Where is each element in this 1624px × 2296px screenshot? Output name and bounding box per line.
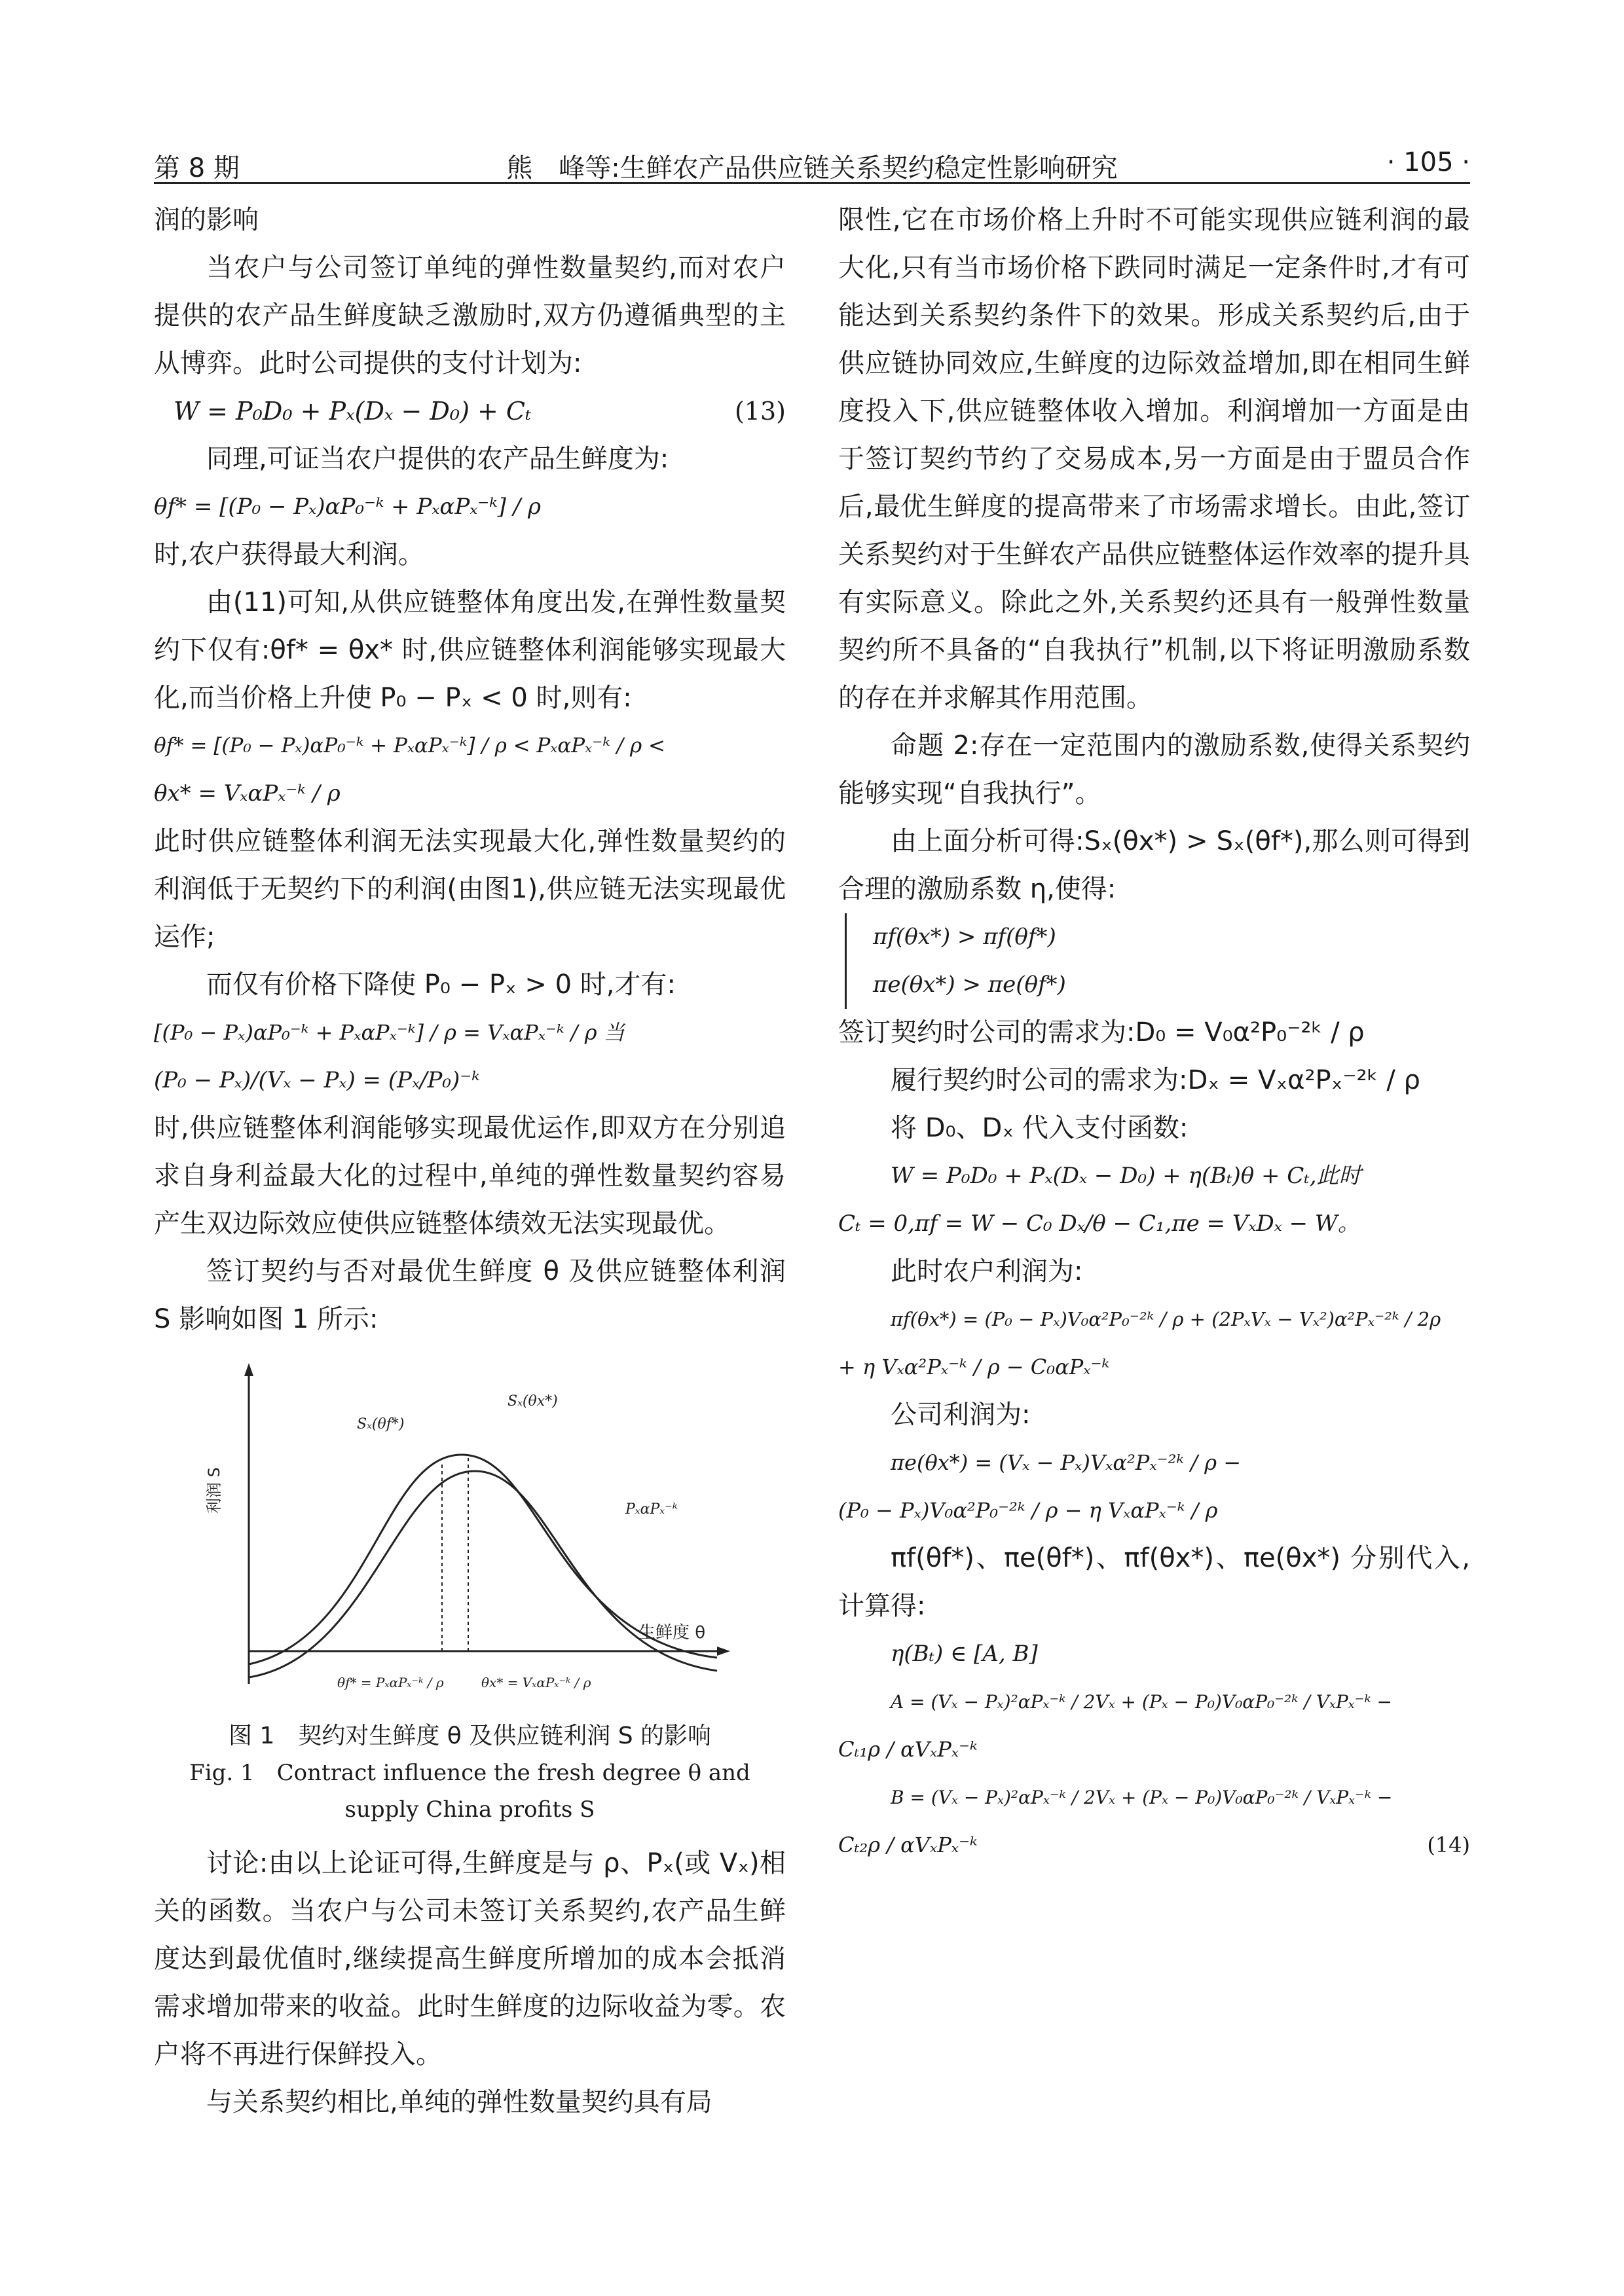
paragraph: 时,供应链整体利润能够实现最优运作,即双方在分别追求自身利益最大化的过程中,单纯的弹性数量契约容易产生双边际效应使供应链整体绩效无法实现最优。	[154, 1113, 786, 1239]
equation-body: A = (Vₓ − Pₓ)²αPₓ⁻ᵏ / 2Vₓ + (Pₓ − P₀)V₀αP₀⁻²ᵏ / VₓPₓ⁻ᵏ −	[891, 1691, 1393, 1713]
y-axis-label: 利润 S	[205, 1467, 223, 1514]
equation-body: W = P₀D₀ + Pₓ(Dₓ − D₀) + η(Bₜ)θ + Cₜ,此时	[891, 1163, 1361, 1189]
equation-body: πf(θx*) = (P₀ − Pₓ)V₀α²P₀⁻²ᵏ / ρ + (2PₓVₓ − Vₓ²)α²Pₓ⁻²ᵏ / 2ρ	[891, 1308, 1441, 1330]
paragraph: 将 D₀、Dₓ 代入支付函数:	[891, 1113, 1189, 1143]
equation-body: πe(θx*) = (Vₓ − Pₓ)Vₓα²Pₓ⁻²ᵏ / ρ −	[891, 1450, 1241, 1475]
paragraph: 时,农户获得最大利润。	[154, 539, 424, 570]
equation-body: (P₀ − Pₓ)/(Vₓ − Pₓ) = (Pₓ/P₀)⁻ᵏ	[154, 1067, 480, 1093]
equation-company-profit-cont	[838, 1487, 1470, 1535]
paragraph: 公司利润为:	[891, 1400, 1031, 1430]
equation-a	[838, 1678, 1470, 1726]
equation-farmer-profit-cont	[838, 1343, 1470, 1391]
figure-1	[154, 1357, 786, 1704]
paragraph: 同理,可证当农户提供的农产品生鲜度为:	[206, 444, 669, 474]
paragraph: 命题 2:存在一定范围内的激励系数,使得关系契约能够实现“自我执行”。	[838, 731, 1470, 809]
page-number: · 105 ·	[1386, 147, 1470, 177]
equation-theta-x	[154, 770, 786, 818]
header-rule	[154, 182, 1470, 184]
equation-company-profit	[838, 1439, 1470, 1487]
equation-body: + η Vₓα²Pₓ⁻ᵏ / ρ − C₀αPₓ⁻ᵏ	[838, 1355, 1110, 1379]
equation-number: (14)	[1427, 1832, 1470, 1857]
equation-body: Cₜ = 0,πf = W − C₀ Dₓ/θ − C₁,πe = VₓDₓ − W。	[838, 1211, 1360, 1237]
equation-body: θx* = VₓαPₓ⁻ᵏ / ρ	[154, 780, 341, 807]
right-column	[838, 196, 1470, 1869]
paragraph: 此时农户利润为:	[891, 1256, 1083, 1286]
equation-body: (P₀ − Pₓ)V₀α²P₀⁻²ᵏ / ρ − η VₓαPₓ⁻ᵏ / ρ	[838, 1498, 1218, 1523]
running-title: 熊 峰等:生鲜农产品供应链关系契约稳定性影响研究	[506, 153, 1118, 183]
label-sx: Sₓ(θx*)	[507, 1393, 558, 1410]
paragraph: πf(θf*)、πe(θf*)、πf(θx*)、πe(θx*) 分别代入,计算得:	[838, 1543, 1470, 1621]
equation-body: [(P₀ − Pₓ)αP₀⁻ᵏ + PₓαPₓ⁻ᵏ] / ρ = VₓαPₓ⁻ᵏ / ρ 当	[154, 1020, 625, 1045]
equation-eta-range	[838, 1630, 1470, 1678]
paragraph: 履行契约时公司的需求为:Dₓ = Vₓα²Pₓ⁻²ᵏ / ρ	[891, 1065, 1420, 1095]
equation-a-cont	[838, 1726, 1470, 1774]
paragraph: 而仅有价格下降使 P₀ − Pₓ > 0 时,才有:	[206, 970, 676, 1000]
equation-13	[154, 388, 786, 435]
equation-body: Cₜ₁ρ / αVₓPₓ⁻ᵏ	[838, 1737, 978, 1762]
paragraph: 签订契约时公司的需求为:D₀ = V₀α²P₀⁻²ᵏ / ρ	[838, 1017, 1365, 1048]
equation-b	[838, 1774, 1470, 1821]
equation-body: η(Bₜ) ∈ [A, B]	[891, 1641, 1038, 1667]
equation-farmer-profit	[838, 1296, 1470, 1343]
equation-equality	[154, 1009, 786, 1057]
left-column	[154, 196, 786, 2126]
paragraph: 限性,它在市场价格上升时不可能实现供应链利润的最大化,只有当市场价格下跌同时满足一定条件时,才有可能达到关系契约条件下的效果。形成关系契约后,由于供应链协同效应,生鲜度的边际效益增加,即在相同生鲜度投入下,供应链整体收入增加。利润增加一方面是由于签订契约节约了交易成本,另一方面是由于盟员合作后,最优生鲜度的提高带来了市场需求增长。由此,签订关系契约对于生鲜农产品供应链整体运作效率的提升具有实际意义。除此之外,关系契约还具有一般弹性数量契约所不具备的“自我执行”机制,以下将证明激励系数的存在并求解其作用范围。	[838, 205, 1470, 713]
paragraph: 当农户与公司签订单纯的弹性数量契约,而对农户提供的农产品生鲜度缺乏激励时,双方仍遵循典型的主从博弈。此时公司提供的支付计划为:	[154, 253, 786, 378]
figure-caption-en: Fig. 1 Contract influence the fresh degree θ and supply China profits S	[189, 1760, 750, 1823]
equation-payment	[838, 1152, 1470, 1200]
equation-body: θf* = [(P₀ − Pₓ)αP₀⁻ᵏ + PₓαPₓ⁻ᵏ] / ρ	[154, 494, 541, 520]
paragraph: 由上面分析可得:Sₓ(θx*) > Sₓ(θf*),那么则可得到合理的激励系数 η,使得:	[838, 826, 1470, 904]
paragraph: 与关系契约相比,单纯的弹性数量契约具有局	[206, 2087, 712, 2117]
x-axis-label: 生鲜度 θ	[638, 1623, 706, 1643]
label-theta-x: θx* = VₓαPₓ⁻ᵏ / ρ	[481, 1675, 591, 1690]
issue-number: 第 8 期	[154, 153, 240, 183]
figure-caption-cn: 图 1 契约对生鲜度 θ 及供应链利润 S 的影响	[229, 1722, 711, 1749]
equation-body: Cₜ₂ρ / αVₓPₓ⁻ᵏ	[838, 1832, 978, 1857]
equation-body: θf* = [(P₀ − Pₓ)αP₀⁻ᵏ + PₓαPₓ⁻ᵏ] / ρ < PₓαPₓ⁻ᵏ / ρ <	[154, 734, 666, 757]
equation-system	[845, 913, 1470, 1009]
label-pap: PₓαPₓ⁻ᵏ	[625, 1501, 678, 1518]
equation-line: πf(θx*) > πf(θf*)	[873, 924, 1056, 950]
paragraph: 签订契约与否对最优生鲜度 θ 及供应链整体利润 S 影响如图 1 所示:	[154, 1256, 786, 1334]
equation-b-cont	[838, 1821, 1470, 1869]
paragraph: 讨论:由以上论证可得,生鲜度是与 ρ、Pₓ(或 Vₓ)相关的函数。当农户与公司未签订关系契约,农产品生鲜度达到最优值时,继续提高生鲜度所增加的成本会抵消需求增加带来的收益。此时生鲜度的边际收益为零。农户将不再进行保鲜投入。	[154, 1848, 786, 2069]
equation-number: (13)	[734, 397, 786, 426]
equation-condition	[154, 1057, 786, 1104]
running-header	[154, 147, 1470, 187]
paragraph: 由(11)可知,从供应链整体角度出发,在弹性数量契约下仅有:θf* = θx* 时,供应链整体利润能够实现最大化,而当价格上升使 P₀ − Pₓ < 0 时,则有:	[154, 587, 786, 713]
paragraph: 润的影响	[154, 205, 259, 235]
paragraph: 此时供应链整体利润无法实现最大化,弹性数量契约的利润低于无契约下的利润(由图1),供应链无法实现最优运作;	[154, 826, 786, 952]
label-theta-f: θf* = PₓαPₓ⁻ᵏ / ρ	[337, 1675, 444, 1690]
x-axis-arrow	[717, 1647, 730, 1656]
label-sf: Sₓ(θf*)	[357, 1416, 405, 1432]
equation-inequality	[154, 722, 786, 770]
equation-body: B = (Vₓ − Pₓ)²αPₓ⁻ᵏ / 2Vₓ + (Pₓ − P₀)V₀αP₀⁻²ᵏ / VₓPₓ⁻ᵏ −	[891, 1787, 1393, 1808]
equation-profits	[838, 1200, 1470, 1248]
equation-line: πe(θx*) > πe(θf*)	[873, 972, 1066, 998]
y-axis-arrow	[244, 1363, 253, 1376]
equation-body: W = P₀D₀ + Pₓ(Dₓ − D₀) + Cₜ	[174, 397, 532, 426]
equation-theta-f	[154, 483, 786, 531]
